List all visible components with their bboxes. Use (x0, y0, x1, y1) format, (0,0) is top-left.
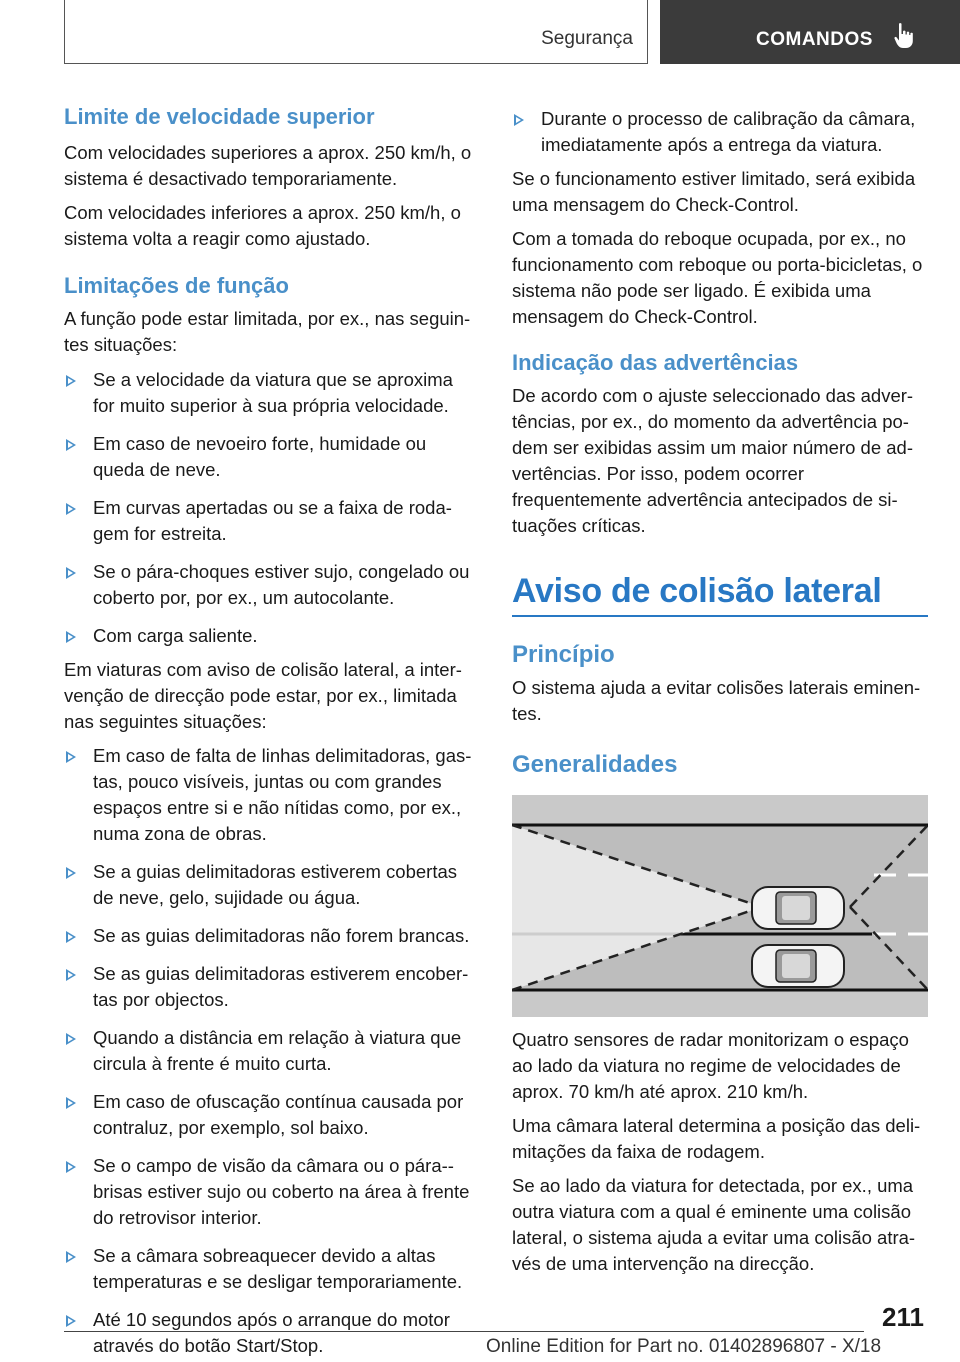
heading-warning-display: Indicação das advertências (512, 350, 799, 375)
heading-principle: Princípio (512, 640, 615, 668)
paragraph: A função pode estar limitada, por ex., nas seguin‐tes situações: (64, 308, 471, 355)
triangle-bullet-icon (66, 567, 76, 579)
triangle-bullet-icon (66, 867, 76, 879)
triangle-bullet-icon (66, 751, 76, 763)
paragraph: Quatro sensores de radar monitorizam o espaço ao lado da viatura no regime de velocidades de aprox. 70 km/h até aprox. 210 km/h. (512, 1028, 909, 1102)
triangle-bullet-icon (66, 969, 76, 981)
edition-footer: Online Edition for Part no. 01402896807 - X/18 (486, 1336, 882, 1357)
paragraph: Se ao lado da viatura for detectada, por ex., uma outra viatura com a qual é eminente uma colisão lateral, o sistema ajuda a evitar uma colisão atra‐vés de uma intervenção na direcção. (512, 1174, 916, 1274)
triangle-bullet-icon (66, 439, 76, 451)
title-rule (512, 615, 928, 617)
triangle-bullet-icon (66, 631, 76, 643)
list-item: Durante o processo de calibração da câmara, imediatamente após a entrega da viatura. (512, 106, 928, 158)
triangle-bullet-icon (66, 1161, 76, 1173)
list-item: Em curvas apertadas ou se a faixa de roda‐gem for estreita. (64, 495, 478, 547)
side-collision-radar-illustration (512, 795, 928, 1017)
pointing-hand-icon (894, 22, 916, 50)
paragraph: De acordo com o ajuste seleccionado das adver‐tências, por ex., do momento da advertência po‐dem ser exibidas assim um maior número de ad‐vertências. Por isso, podem ocorrer frequentemente advertência antecipados de si‐tuações críticas. (512, 385, 914, 536)
limitations-list (64, 367, 478, 649)
list-item: Se a velocidade da viatura que se aproxima for muito superior à sua própria velocidade. (64, 367, 478, 419)
left-column (64, 100, 478, 1359)
paragraph: O sistema ajuda a evitar colisões laterais eminen‐tes. (512, 676, 921, 724)
steering-limitations-list (64, 743, 478, 1359)
triangle-bullet-icon (66, 1097, 76, 1109)
triangle-bullet-icon (66, 931, 76, 943)
list-item: Com carga saliente. (64, 623, 478, 649)
list-item: Se as guias delimitadoras não forem brancas. (64, 923, 478, 949)
triangle-bullet-icon (66, 1315, 76, 1327)
paragraph: Com a tomada do reboque ocupada, por ex., no funcionamento com reboque ou porta-bicicletas, o sistema não pode ser ligado. É exibida uma mensagem do Check-Control. (512, 228, 923, 327)
list-item: Se as guias delimitadoras estiverem encober‐tas por objectos. (64, 961, 478, 1013)
triangle-bullet-icon (66, 1033, 76, 1045)
triangle-bullet-icon (66, 1251, 76, 1263)
heading-general: Generalidades (512, 750, 678, 778)
header-section-box (64, 0, 648, 64)
paragraph: Com velocidades superiores a aprox. 250 km/h, o sistema é desactivado temporariamente. (64, 142, 472, 189)
list-item: Até 10 segundos após o arranque do motor através do botão Start/Stop. (64, 1307, 478, 1359)
heading-upper-speed-limit: Limite de velocidade superior (64, 104, 375, 129)
paragraph: Em viaturas com aviso de colisão lateral, a inter‐venção de direcção pode estar, por ex., limitada nas seguintes situações: (64, 659, 462, 732)
chapter-title: COMANDOS (756, 29, 873, 50)
triangle-bullet-icon (514, 114, 524, 126)
section-title-side-collision-warning: Aviso de colisão lateral (512, 572, 882, 610)
triangle-bullet-icon (66, 375, 76, 387)
paragraph: Com velocidades inferiores a aprox. 250 km/h, o sistema volta a reagir como ajustado. (64, 202, 461, 249)
list-item: Quando a distância em relação à viatura que circula à frente é muito curta. (64, 1025, 478, 1077)
limitations-list-continued (512, 106, 928, 158)
list-item: Se a guias delimitadoras estiverem cobertas de neve, gelo, sujidade ou água. (64, 859, 478, 911)
heading-function-limits: Limitações de função (64, 273, 289, 298)
footer-rule (64, 1331, 864, 1332)
page-number: 211 (882, 1302, 924, 1332)
list-item: Em caso de falta de linhas delimitadoras, gas‐tas, pouco visíveis, juntas ou com grandes espaços entre si e não nítidas como, por ex., numa zona de obras. (64, 743, 478, 847)
list-item: Se a câmara sobreaquecer devido a altas temperaturas e se desligar temporariamente. (64, 1243, 478, 1295)
header-chapter-tab (660, 0, 960, 64)
triangle-bullet-icon (66, 503, 76, 515)
list-item: Se o pára-choques estiver sujo, congelado ou coberto por, por ex., um autocolante. (64, 559, 478, 611)
paragraph: Se o funcionamento estiver limitado, será exibida uma mensagem do Check-Control. (512, 168, 916, 215)
section-title: Segurança (541, 28, 633, 49)
list-item: Em caso de ofuscação contínua causada por contraluz, por exemplo, sol baixo. (64, 1089, 478, 1141)
right-column (512, 100, 928, 1277)
list-item: Em caso de nevoeiro forte, humidade ou queda de neve. (64, 431, 478, 483)
list-item: Se o campo de visão da câmara ou o pára--brisas estiver sujo ou coberto na área à frente do retrovisor interior. (64, 1153, 478, 1231)
paragraph: Uma câmara lateral determina a posição das deli‐mitações da faixa de rodagem. (512, 1114, 921, 1162)
